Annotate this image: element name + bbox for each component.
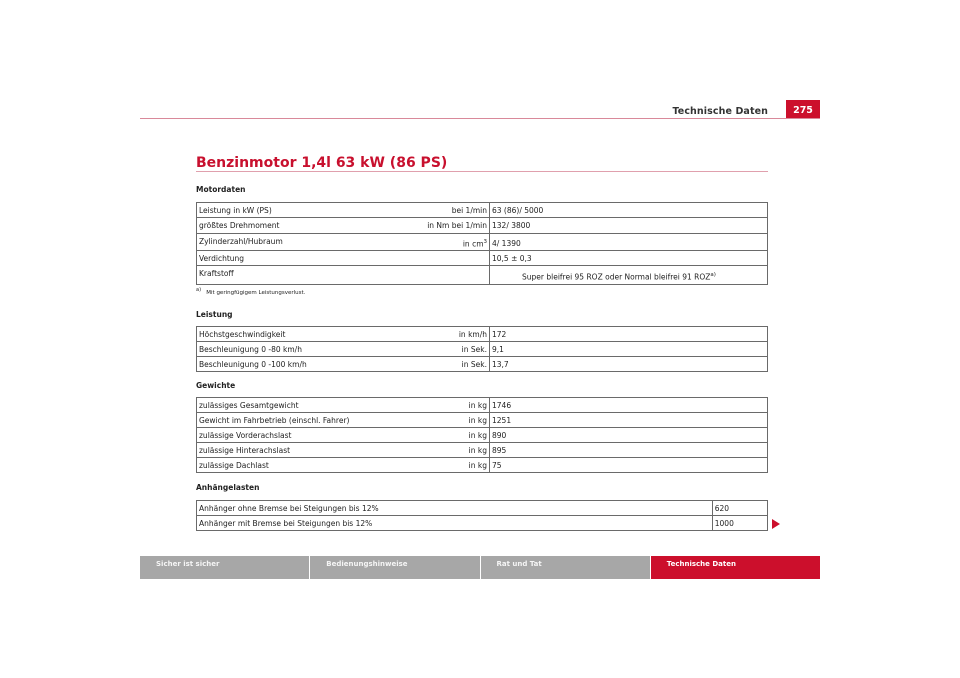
row-unit (421, 234, 490, 251)
table-row (197, 266, 768, 285)
row-value (490, 266, 768, 285)
row-value: 1746 (490, 398, 768, 413)
table-row (197, 327, 768, 342)
row-value: 620 (712, 501, 767, 516)
footnote-ref: a) (710, 272, 716, 278)
row-label: Höchstgeschwindigkeit (197, 327, 422, 342)
row-value: 75 (490, 458, 768, 473)
table-row (197, 501, 768, 516)
footnote-text: Mit geringfügigem Leistungsverlust. (206, 289, 306, 296)
arrow-right-icon[interactable] (772, 519, 780, 529)
table-row (197, 342, 768, 357)
row-unit (421, 251, 490, 266)
row-label: zulässige Dachlast (197, 458, 422, 473)
table-row (197, 203, 768, 218)
row-label: Anhänger ohne Bremse bei Steigungen bis 12% (197, 501, 713, 516)
table-row (197, 516, 768, 531)
row-unit (421, 266, 490, 285)
table-row (197, 251, 768, 266)
row-label: Anhänger mit Bremse bei Steigungen bis 12% (197, 516, 713, 531)
row-label: zulässige Vorderachslast (197, 428, 422, 443)
row-value: 63 (86)/ 5000 (490, 203, 768, 218)
table-row (197, 443, 768, 458)
table-row (197, 218, 768, 234)
row-value: 1000 (712, 516, 767, 531)
footnote-mark: a) (196, 287, 202, 293)
row-label: Verdichtung (197, 251, 422, 266)
row-unit: bei 1/min (421, 203, 490, 218)
header-divider (140, 118, 820, 119)
row-unit: in kg (421, 428, 490, 443)
table-row (197, 413, 768, 428)
section-divider (196, 171, 768, 172)
row-value: 172 (490, 327, 768, 342)
unit-text: in cm (462, 239, 484, 249)
row-value: 13,7 (490, 357, 768, 372)
row-label: zulässige Hinterachslast (197, 443, 422, 458)
footer-tab-technische-daten[interactable]: Technische Daten (651, 556, 820, 579)
row-label: Beschleunigung 0 -80 km/h (197, 342, 422, 357)
row-unit: in kg (421, 413, 490, 428)
row-value: 1251 (490, 413, 768, 428)
header-title: Technische Daten (672, 106, 768, 117)
anhaengelasten-heading: Anhängelasten (196, 483, 260, 492)
table-row (197, 357, 768, 372)
table-row (197, 234, 768, 251)
table-row (197, 458, 768, 473)
leistung-table (196, 326, 768, 372)
motordaten-table (196, 202, 768, 285)
row-value: 895 (490, 443, 768, 458)
page-number: 275 (786, 100, 820, 118)
row-label: zulässiges Gesamtgewicht (197, 398, 422, 413)
fuel-text: Super bleifrei 95 ROZ oder Normal bleifrei 91 ROZ (522, 272, 711, 282)
row-value: 4/ 1390 (490, 234, 768, 251)
unit-superscript: 3 (483, 239, 487, 245)
row-value: 132/ 3800 (490, 218, 768, 234)
row-label: größtes Drehmoment (197, 218, 422, 234)
row-label: Beschleunigung 0 -100 km/h (197, 357, 422, 372)
row-unit: in km/h (421, 327, 490, 342)
anhaengelasten-table (196, 500, 768, 531)
footer-tab-rat[interactable]: Rat und Tat (481, 556, 650, 579)
row-label: Kraftstoff (197, 266, 422, 285)
motordaten-heading: Motordaten (196, 185, 246, 194)
table-row (197, 398, 768, 413)
gewichte-heading: Gewichte (196, 381, 236, 390)
leistung-heading: Leistung (196, 310, 233, 319)
table-row (197, 428, 768, 443)
row-label: Zylinderzahl/Hubraum (197, 234, 422, 251)
row-unit: in Sek. (421, 357, 490, 372)
footer-tab-bedienung[interactable]: Bedienungshinweise (310, 556, 479, 579)
row-value: 9,1 (490, 342, 768, 357)
row-value: 890 (490, 428, 768, 443)
footnote (196, 287, 305, 296)
row-label: Leistung in kW (PS) (197, 203, 422, 218)
row-unit: in kg (421, 443, 490, 458)
row-value: 10,5 ± 0,3 (490, 251, 768, 266)
gewichte-table (196, 397, 768, 473)
footer-tab-sicher[interactable]: Sicher ist sicher (140, 556, 309, 579)
row-unit: in kg (421, 398, 490, 413)
section-title: Benzinmotor 1,4l 63 kW (86 PS) (196, 155, 448, 171)
footer-nav (140, 556, 820, 579)
row-unit: in Sek. (421, 342, 490, 357)
row-label: Gewicht im Fahrbetrieb (einschl. Fahrer) (197, 413, 422, 428)
row-unit: in kg (421, 458, 490, 473)
row-unit: in Nm bei 1/min (421, 218, 490, 234)
